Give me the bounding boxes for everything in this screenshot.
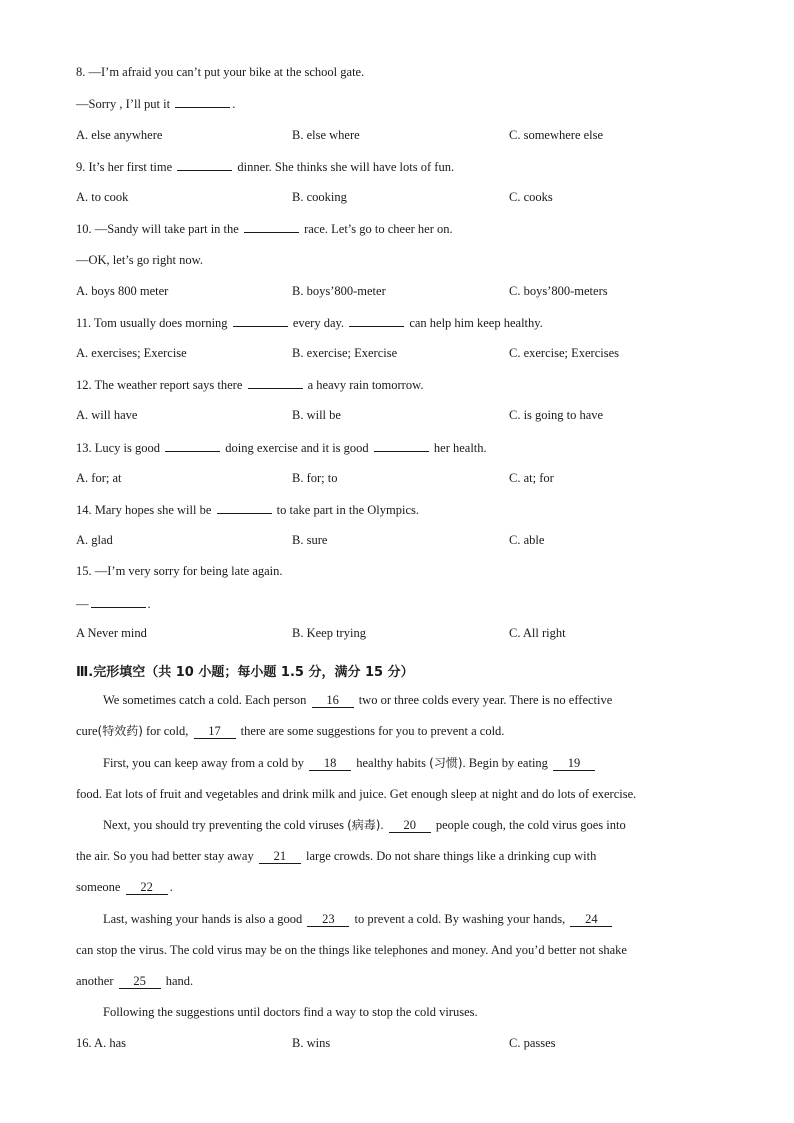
option-b: B. boys’800-meter [292, 284, 386, 298]
cloze-blank: 19 [553, 756, 595, 771]
option-c: C. able [509, 533, 545, 547]
cloze-blank: 24 [570, 912, 612, 927]
answer-blank [175, 95, 230, 108]
q14-stem: 14. Mary hopes she will be to take part in the Olympics. [76, 503, 419, 517]
option-a: A. exercises; Exercise [76, 346, 187, 360]
cloze-blank: 23 [307, 912, 349, 927]
option-a: A. to cook [76, 190, 129, 204]
option-b: B. wins [292, 1036, 331, 1050]
passage-line: Last, washing your hands is also a good 23 to prevent a cold. By washing your hands, 24 [76, 911, 743, 927]
option-b: B. Keep trying [292, 626, 366, 640]
cloze-blank: 21 [259, 849, 301, 864]
option-c: C. exercise; Exercises [509, 346, 620, 360]
q9-stem: 9. It’s her first time dinner. She thinks she will have lots of fun. [76, 160, 455, 174]
q12-stem: 12. The weather report says there a heavy rain tomorrow. [76, 378, 424, 392]
q15-response: — . [76, 597, 151, 611]
q9-options [76, 189, 756, 205]
answer-blank [244, 220, 299, 233]
answer-blank [248, 376, 303, 389]
q11-stem: 11. Tom usually does morning every day. can help him keep healthy. [76, 316, 543, 330]
option-c: C. cooks [509, 190, 553, 204]
q16-options [76, 1035, 756, 1051]
q11-options [76, 345, 756, 361]
option-a: A. else anywhere [76, 128, 163, 142]
passage-line: Following the suggestions until doctors find a way to stop the cold viruses. [103, 1005, 478, 1019]
answer-blank [349, 314, 404, 327]
passage-line: food. Eat lots of fruit and vegetables and drink milk and juice. Get enough sleep at night and do lots of exercise. [76, 787, 637, 801]
option-b: B. cooking [292, 190, 347, 204]
option-b: B. for; to [292, 471, 338, 485]
answer-blank [91, 595, 146, 608]
answer-blank [233, 314, 288, 327]
q14-options [76, 532, 756, 548]
cloze-blank: 22 [126, 880, 168, 895]
option-b: B. sure [292, 533, 328, 547]
option-a: A. glad [76, 533, 113, 547]
passage-line: another 25 hand. [76, 974, 194, 988]
answer-blank [217, 501, 272, 514]
passage-line: someone 22 . [76, 880, 173, 894]
option-a: A. for; at [76, 471, 122, 485]
q13-stem: 13. Lucy is good doing exercise and it is good her health. [76, 441, 487, 455]
passage-line: First, you can keep away from a cold by 18 healthy habits (习惯). Begin by eating 19 [76, 755, 743, 771]
option-c: C. boys’800-meters [509, 284, 608, 298]
q8-options [76, 127, 756, 143]
q10-options [76, 283, 756, 299]
option-a: A. boys 800 meter [76, 284, 169, 298]
q13-options [76, 470, 756, 486]
q8-response: —Sorry , I’ll put it . [76, 97, 236, 111]
passage-line: We sometimes catch a cold. Each person 16 two or three colds every year. There is no effective [103, 693, 613, 707]
cloze-blank: 20 [389, 818, 431, 833]
option-a: A Never mind [76, 626, 147, 640]
option-c: C. somewhere else [509, 128, 604, 142]
option-a: 16. A. has [76, 1036, 126, 1050]
answer-blank [165, 439, 220, 452]
passage-line: the air. So you had better stay away 21 large crowds. Do not share things like a drinking cup with [76, 849, 597, 863]
q10-stem: 10. —Sandy will take part in the race. Let’s go to cheer her on. [76, 222, 453, 236]
answer-blank [177, 158, 232, 171]
option-c: C. All right [509, 626, 566, 640]
cloze-blank: 18 [309, 756, 351, 771]
option-a: A. will have [76, 408, 138, 422]
cloze-blank: 17 [194, 724, 236, 739]
q8-stem: 8. —I’m afraid you can’t put your bike at the school gate. [76, 65, 365, 79]
option-b: B. will be [292, 408, 341, 422]
option-c: C. passes [509, 1036, 556, 1050]
q12-options [76, 407, 756, 423]
q15-stem: 15. —I’m very sorry for being late again. [76, 564, 283, 578]
q10-response: —OK, let’s go right now. [76, 253, 203, 267]
option-b: B. else where [292, 128, 360, 142]
option-c: C. at; for [509, 471, 554, 485]
passage-line: Next, you should try preventing the cold viruses (病毒). 20 people cough, the cold virus goes into [103, 818, 626, 832]
cloze-blank: 16 [312, 693, 354, 708]
section-heading: Ⅲ.完形填空（共 10 小题；每小题 1.5 分，满分 15 分） [76, 665, 414, 680]
answer-blank [374, 439, 429, 452]
q15-options [76, 625, 756, 641]
passage-line: can stop the virus. The cold virus may be on the things like telephones and money. And you’d better not shake [76, 943, 627, 957]
option-b: B. exercise; Exercise [292, 346, 398, 360]
cloze-blank: 25 [119, 974, 161, 989]
option-c: C. is going to have [509, 408, 604, 422]
passage-line: cure(特效药) for cold, 17 there are some suggestions for you to prevent a cold. [76, 724, 505, 738]
